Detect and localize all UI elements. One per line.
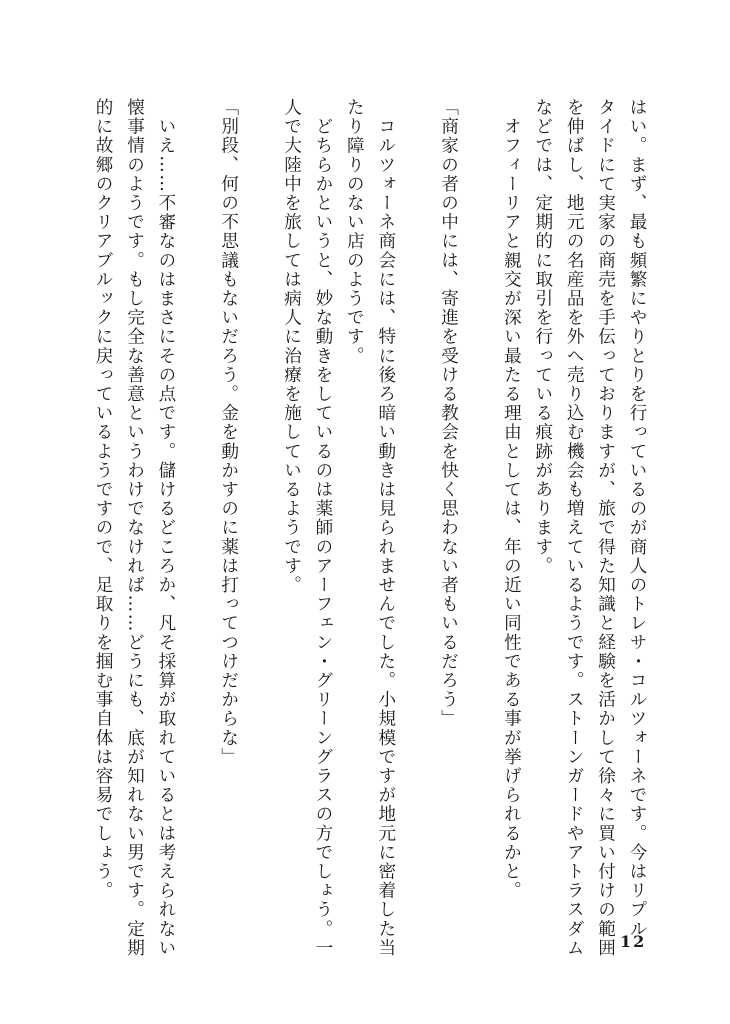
blank-line	[401, 98, 432, 898]
page-number: 12	[620, 932, 647, 951]
text-line: いえ……不審なのはまさにその点です。儲けるどころか、凡そ採算が取れているとは考えられない	[155, 98, 176, 958]
text-line: コルツォーネ商会には、特に後ろ暗い動きは見られませんでした。小規模ですが地元に密着した当	[375, 98, 396, 958]
text-line: を伸ばし、地元の名産品を外へ売り込む機会も増えているようです。ストーンガードやアトラスダム	[564, 98, 585, 958]
text-line: 的に故郷のクリアブルックに戻っているようですので、足取りを掴む事自体は容易でしょう。	[93, 98, 114, 901]
text-line: たり障りのない店のようです。	[344, 98, 365, 366]
text-line: オフィーリアと親交が深い最たる理由としては、年の近い同性である事が挙げられるかと。	[501, 98, 522, 901]
text-line: 懐事情のようです。もし完全な善意というわけでなければ……どうにも、底が知れない男です。定期	[124, 98, 145, 958]
text-line: はい。まず、最も頻繁にやりとりを行っているのが商人のトレサ・コルツォーネです。今はリプル	[627, 98, 647, 939]
blank-line	[181, 98, 212, 898]
text-line: どちらかというと、妙な動きをしているのは薬師のアーフェン・グリーングラスの方でしょう。一	[312, 98, 333, 958]
blank-line	[464, 98, 495, 898]
text-line: 人で大陸中を旅しては病人に治療を施しているようです。	[281, 98, 302, 595]
blank-line	[244, 98, 275, 898]
text-line: タイドにて実家の商売を手伝っておりますが、旅で得た知識と経験を活かして徐々に買い付けの範囲	[595, 98, 616, 958]
dialogue-line: 「別段、何の不思議もないだろう。金を動かすのに薬は打ってつけだからな」	[218, 98, 239, 767]
dialogue-line: 「商家の者の中には、寄進を受ける教会を快く思わない者もいるだろう」	[438, 98, 459, 729]
text-line: などでは、定期的に取引を行っている痕跡があります。	[532, 98, 553, 576]
